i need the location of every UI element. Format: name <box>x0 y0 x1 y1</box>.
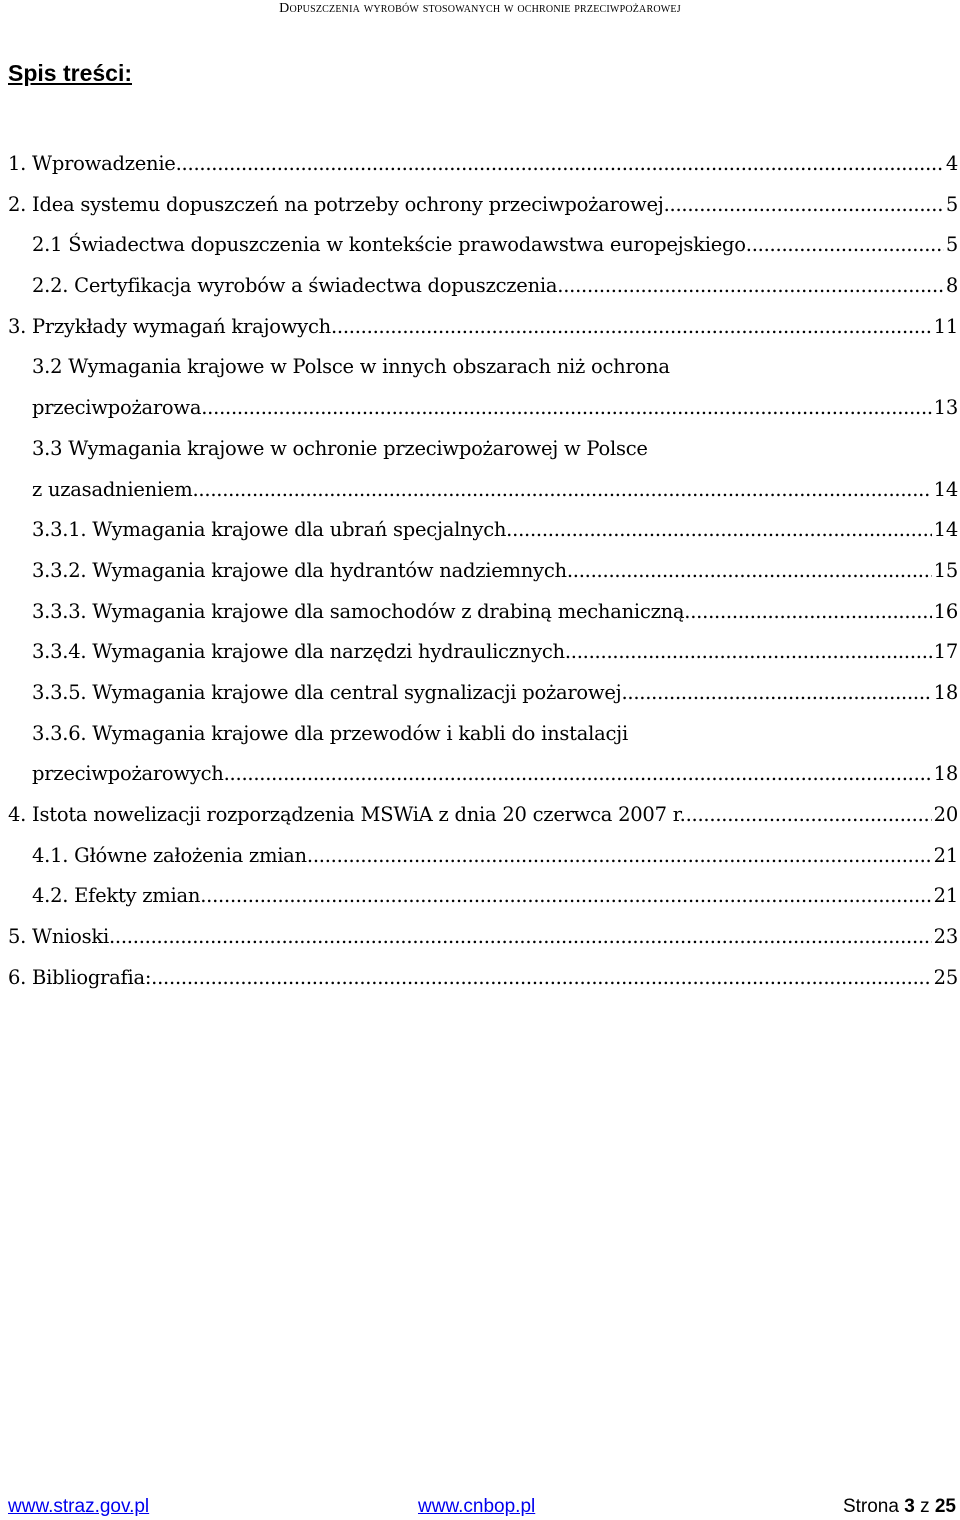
toc-entry[interactable] <box>8 673 958 714</box>
toc-entry[interactable] <box>8 917 958 958</box>
toc-entry-text: 1. Wprowadzenie <box>8 152 176 175</box>
toc-leader-dots <box>506 510 932 551</box>
toc-entry-text: 2. Idea systemu dopuszczeń na potrzeby ochrony przeciwpożarowej <box>8 192 664 216</box>
toc-leader-dots <box>109 917 932 958</box>
toc-leader-dots <box>567 551 932 592</box>
toc-entry-text: 3.3.3. Wymagania krajowe dla samochodów z drabiną mechaniczną <box>32 599 685 623</box>
toc-entry-text: 3.3.6. Wymagania krajowe dla przewodów i kabli do instalacji <box>32 721 628 745</box>
toc-entry-text: 5. Wnioski <box>8 925 109 949</box>
toc-leader-dots <box>621 673 931 714</box>
toc-page-number: 18 <box>933 680 958 704</box>
toc-entry-text: 6. Bibliografia: <box>8 965 152 989</box>
toc-leader-dots <box>307 836 932 877</box>
toc-entry[interactable] <box>8 388 958 429</box>
toc-entry[interactable] <box>8 266 958 307</box>
toc-page-number: 25 <box>933 965 958 989</box>
toc-page-number: 11 <box>933 314 958 338</box>
toc-leader-dots <box>565 632 932 673</box>
toc-title: Spis treści: <box>8 60 132 86</box>
toc-entry-text: 4. Istota nowelizacji rozporządzenia MSWiA z dnia 20 czerwca 2007 r. <box>8 803 686 826</box>
toc-entry[interactable] <box>8 185 958 226</box>
toc-entry-text: 4.2. Efekty zmian <box>32 884 201 908</box>
toc-entry-line <box>8 347 958 388</box>
toc-leader-dots <box>686 795 932 836</box>
running-header: Dopuszczenia wyrobów stosowanych w ochronie przeciwpożarowej <box>279 1 681 16</box>
toc-entry[interactable] <box>8 144 958 185</box>
footer-link-straz[interactable]: www.straz.gov.pl <box>8 1496 150 1517</box>
toc-entry-text: 3.3.2. Wymagania krajowe dla hydrantów nadziemnych <box>32 558 567 582</box>
toc-entry-text: przeciwpożarowa <box>32 396 202 420</box>
toc-page-number: 15 <box>933 558 958 582</box>
toc-entry[interactable] <box>8 836 958 877</box>
toc-entry-text: 3.3.4. Wymagania krajowe dla narzędzi hydraulicznych <box>32 640 565 664</box>
page-number: Strona 3 z 25 <box>842 1496 956 1517</box>
toc-entry[interactable] <box>8 551 958 592</box>
toc-entry[interactable] <box>8 632 958 673</box>
toc-leader-dots <box>151 958 932 999</box>
toc-entry[interactable] <box>8 592 958 633</box>
page-footer <box>0 1496 960 1520</box>
toc-entry-text: przeciwpożarowych <box>32 762 224 786</box>
toc-page-number: 18 <box>933 762 958 786</box>
footer-link-cnbop[interactable]: www.cnbop.pl <box>418 1496 536 1517</box>
toc-leader-dots <box>176 144 944 185</box>
toc-entry[interactable] <box>8 754 958 795</box>
toc-page-number: 21 <box>933 843 958 867</box>
toc-page-number: 14 <box>933 477 958 501</box>
toc-entry-line <box>8 714 958 755</box>
toc-entry-line <box>8 429 958 470</box>
toc-entry[interactable] <box>8 795 958 836</box>
toc-leader-dots <box>192 470 931 511</box>
toc-page-number: 5 <box>945 192 958 216</box>
page-total: 25 <box>934 1496 956 1517</box>
toc-entry-text: 3.3 Wymagania krajowe w ochronie przeciwpożarowej w Polsce <box>32 436 648 460</box>
toc-entry-text: z uzasadnieniem <box>32 477 193 501</box>
toc-entry-text: 3.3.1. Wymagania krajowe dla ubrań specjalnych <box>32 518 507 542</box>
toc-entry[interactable] <box>8 307 958 348</box>
toc-leader-dots <box>746 225 944 266</box>
toc-leader-dots <box>664 185 944 226</box>
toc-page-number: 21 <box>933 884 958 908</box>
toc-leader-dots <box>200 876 931 917</box>
toc-entry[interactable] <box>8 876 958 917</box>
toc-leader-dots <box>331 307 932 348</box>
toc-leader-dots <box>201 388 931 429</box>
toc-leader-dots <box>557 266 944 307</box>
toc-entry-text: 2.1 Świadectwa dopuszczenia w kontekście prawodawstwa europejskiego <box>32 233 746 257</box>
toc-page-number: 4 <box>945 152 958 175</box>
toc-entry[interactable] <box>8 510 958 551</box>
toc-entry-text: 3.2 Wymagania krajowe w Polsce w innych obszarach niż ochrona <box>32 355 670 379</box>
page-current: 3 <box>904 1496 915 1517</box>
toc-page-number: 5 <box>945 233 958 257</box>
toc-entry-text: 3.3.5. Wymagania krajowe dla central sygnalizacji pożarowej <box>32 680 622 704</box>
toc-leader-dots <box>684 592 931 633</box>
toc-page-number: 13 <box>933 396 958 420</box>
toc-page-number: 17 <box>933 640 958 664</box>
table-of-contents <box>8 144 958 998</box>
toc-page-number: 20 <box>933 803 958 826</box>
toc-page-number: 23 <box>933 925 958 949</box>
toc-entry[interactable] <box>8 958 958 999</box>
toc-entry[interactable] <box>8 225 958 266</box>
toc-page-number: 8 <box>945 274 958 298</box>
toc-page-number: 14 <box>933 518 958 542</box>
toc-entry-text: 4.1. Główne założenia zmian <box>32 843 307 867</box>
toc-leader-dots <box>224 754 932 795</box>
toc-page-number: 16 <box>933 599 958 623</box>
toc-entry-text: 3. Przykłady wymagań krajowych <box>8 314 331 338</box>
toc-entry[interactable] <box>8 470 958 511</box>
toc-entry-text: 2.2. Certyfikacja wyrobów a świadectwa dopuszczenia <box>32 274 558 298</box>
